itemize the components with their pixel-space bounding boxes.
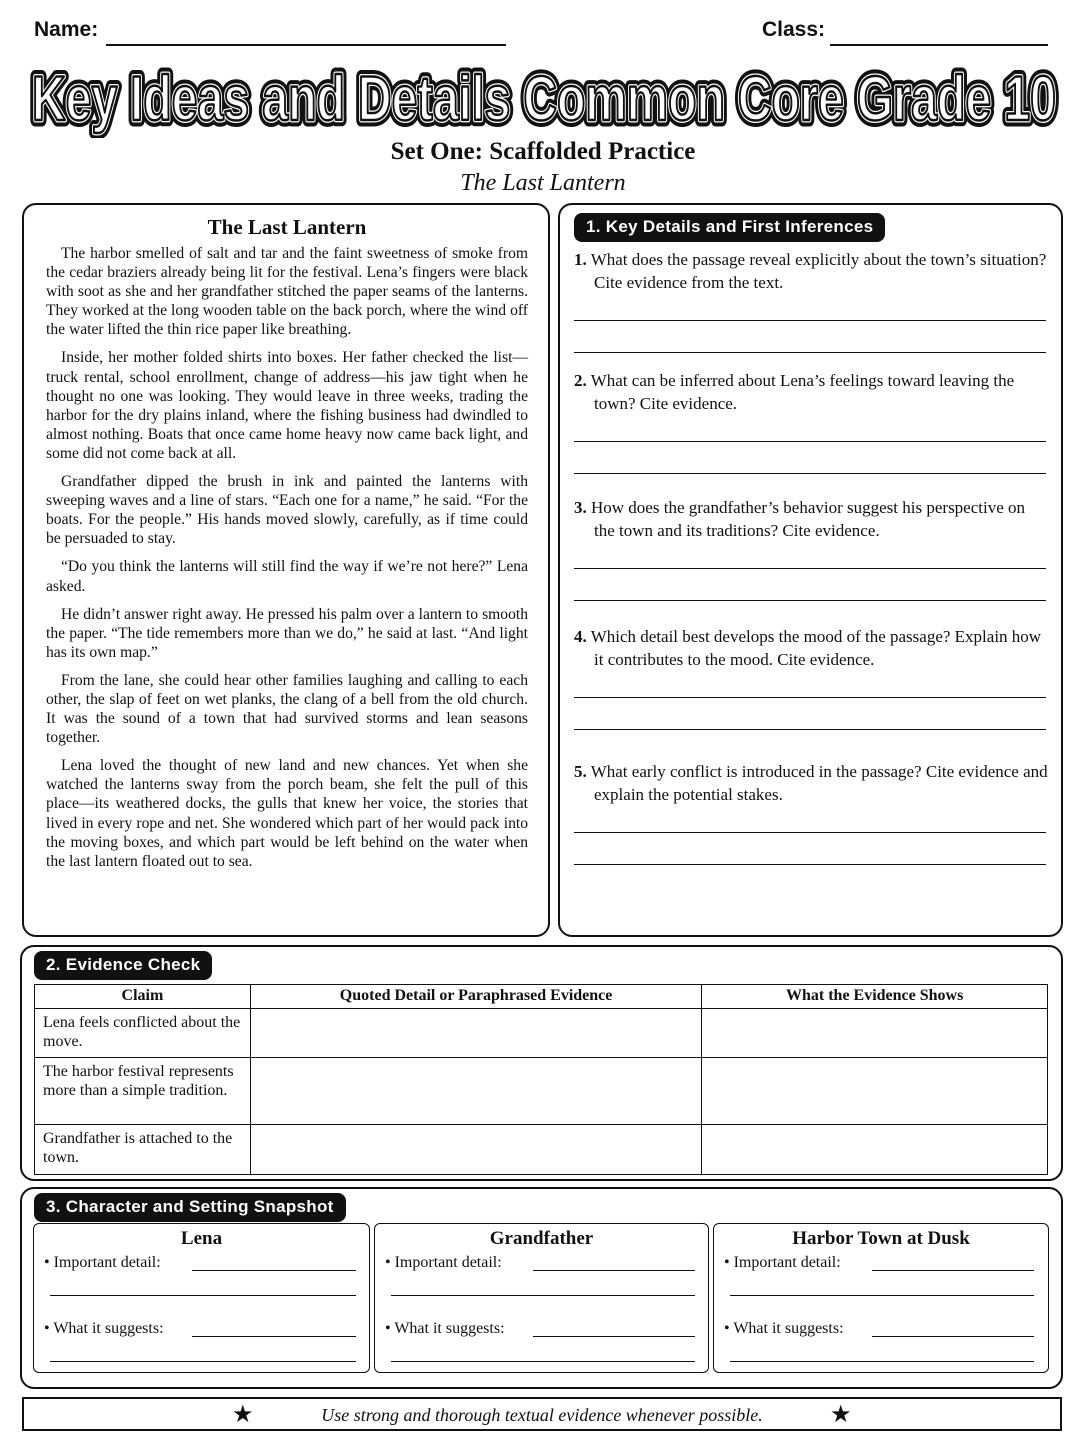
footer-note-box	[22, 1397, 1062, 1431]
star-icon: ★	[232, 1402, 254, 1428]
shows-input-cell[interactable]	[702, 1058, 1048, 1125]
passage-title: The Last Lantern	[207, 215, 367, 239]
claim-cell: Grandfather is attached to the town.	[35, 1125, 251, 1175]
answer-line[interactable]	[574, 441, 1046, 442]
name-class-row	[34, 14, 1050, 48]
detail-line[interactable]	[391, 1295, 695, 1296]
suggests-label: • What it suggests:	[385, 1320, 505, 1337]
passage-paragraph: Grandfather dipped the brush in ink and painted the lanterns with sweeping waves and a line of stars. “Each one for a name,” he said. “For the boats. For the people.” His hands moved slowly, carefully, as if time could be persuaded to stay.	[46, 473, 528, 548]
claim-cell: The harbor festival represents more than a simple tradition.	[35, 1058, 251, 1125]
evidence-input-cell[interactable]	[250, 1058, 702, 1125]
answer-line[interactable]	[574, 352, 1046, 353]
detail-line[interactable]	[50, 1295, 356, 1296]
question-number: 4.	[574, 627, 587, 646]
question-number: 1.	[574, 250, 587, 269]
question-1	[574, 249, 1049, 353]
detail-label: • Important detail:	[385, 1254, 502, 1271]
set-subtitle: The Last Lantern	[460, 170, 626, 196]
detail-line[interactable]	[872, 1270, 1034, 1271]
suggests-line[interactable]	[50, 1361, 356, 1362]
evidence-input-cell[interactable]	[250, 1009, 702, 1058]
table-header-row	[35, 985, 1048, 1009]
star-icon: ★	[830, 1402, 852, 1428]
passage-paragraph: He didn’t answer right away. He pressed his palm over a lantern to smooth the paper. “The tide remembers more than we do,” he said at last. “And light has its own map.”	[46, 605, 528, 661]
table-row	[35, 1058, 1048, 1125]
evidence-check-section	[20, 945, 1063, 1181]
answer-line[interactable]	[574, 320, 1046, 321]
name-label: Name:	[34, 18, 99, 41]
banner-title-face: Key Ideas and Details Common Core Grade 10	[32, 64, 1056, 134]
card-title: Grandfather	[489, 1228, 594, 1249]
claim-cell: Lena feels conflicted about the move.	[35, 1009, 251, 1058]
table-row	[35, 1125, 1048, 1175]
question-2	[574, 370, 1049, 474]
class-field[interactable]	[830, 44, 1048, 46]
suggests-label: • What it suggests:	[44, 1320, 164, 1337]
suggests-line[interactable]	[533, 1336, 695, 1337]
suggests-line[interactable]	[872, 1336, 1034, 1337]
passage-box	[22, 203, 550, 937]
question-text: What can be inferred about Lena’s feelings toward leaving the town? Cite evidence.	[590, 371, 1015, 413]
banner-title-inner-stroke: Key Ideas and Details Common Core Grade 10	[32, 64, 1056, 134]
answer-line[interactable]	[574, 473, 1046, 474]
answer-line[interactable]	[574, 600, 1046, 601]
question-text: How does the grandfather’s behavior suggest his perspective on the town and its traditions? Cite evidence.	[591, 498, 1026, 540]
detail-line[interactable]	[730, 1295, 1034, 1296]
question-text: Which detail best develops the mood of the passage? Explain how it contributes to the mood. Cite evidence.	[590, 627, 1042, 669]
detail-line[interactable]	[533, 1270, 695, 1271]
footer-note: Use strong and thorough textual evidence whenever possible.	[321, 1405, 763, 1425]
evidence-input-cell[interactable]	[250, 1125, 702, 1175]
snapshot-card-grandfather	[374, 1223, 709, 1373]
answer-line[interactable]	[574, 697, 1046, 698]
section-2-label: 2. Evidence Check	[34, 951, 212, 980]
column-header: Quoted Detail or Paraphrased Evidence	[250, 985, 702, 1009]
answer-line[interactable]	[574, 832, 1046, 833]
set-title: Set One: Scaffolded Practice	[390, 138, 696, 165]
suggests-label: • What it suggests:	[724, 1320, 844, 1337]
suggests-line[interactable]	[391, 1361, 695, 1362]
detail-line[interactable]	[192, 1270, 356, 1271]
suggests-line[interactable]	[730, 1361, 1034, 1362]
answer-line[interactable]	[574, 729, 1046, 730]
card-title: Lena	[180, 1228, 223, 1249]
answer-line[interactable]	[574, 864, 1046, 865]
passage-paragraph: Lena loved the thought of new land and new chances. Yet when she watched the lanterns sway from the porch beam, she felt the pull of this place—its weathered docks, the gulls that knew her voice, the stories that lived in every rope and net. She wondered which part of her would pack into the moving boxes, and which part would be left behind on the water when the last lantern floated out to sea.	[46, 757, 528, 870]
passage-paragraph: “Do you think the lanterns will still find the way if we’re not here?” Lena asked.	[46, 558, 528, 595]
shows-input-cell[interactable]	[702, 1009, 1048, 1058]
column-header: Claim	[35, 985, 251, 1009]
suggests-line[interactable]	[192, 1336, 356, 1337]
section-3-label: 3. Character and Setting Snapshot	[34, 1193, 346, 1222]
question-number: 2.	[574, 371, 587, 390]
question-4	[574, 626, 1049, 730]
passage-paragraph: From the lane, she could hear other families laughing and calling to each other, the slap of feet on wet planks, the clang of a bell from the old church. It was the sound of a town that had survived storms and lean seasons together.	[46, 671, 528, 747]
passage-paragraph: Inside, her mother folded shirts into boxes. Her father checked the list—truck rental, school enrollment, change of address—his jaw tight when he thought no one was looking. They would leave in three weeks, trading the harbor for the dry plains inland, where the fishing business had dwindled to almost nothing. Boats that once came home heavy now came back light, and some did not come back at all.	[46, 349, 528, 462]
snapshot-card-lena	[33, 1223, 370, 1373]
detail-label: • Important detail:	[724, 1254, 841, 1271]
question-5	[574, 761, 1049, 865]
section-1-label: 1. Key Details and First Inferences	[574, 213, 885, 242]
class-label: Class:	[762, 18, 826, 41]
snapshot-card-harbor-town	[713, 1223, 1049, 1373]
snapshot-section	[20, 1187, 1063, 1389]
question-text: What does the passage reveal explicitly about the town’s situation? Cite evidence from the text.	[590, 250, 1047, 292]
question-3	[574, 497, 1049, 601]
shows-input-cell[interactable]	[702, 1125, 1048, 1175]
title-banner	[24, 56, 1064, 138]
evidence-table	[34, 984, 1048, 1175]
name-field[interactable]	[106, 44, 506, 46]
detail-label: • Important detail:	[44, 1254, 161, 1271]
key-details-section	[558, 203, 1063, 937]
column-header: What the Evidence Shows	[702, 985, 1048, 1009]
table-row	[35, 1009, 1048, 1058]
passage-paragraph: The harbor smelled of salt and tar and the faint sweetness of smoke from the cedar braziers already being lit for the festival. Lena’s fingers were black with soot as she and her grandfather stitched the paper seams of the lanterns. They worked at the long wooden table on the back porch, where the wind off the water lifted the thin rice paper like breathing.	[46, 245, 528, 339]
card-title: Harbor Town at Dusk	[792, 1228, 970, 1249]
passage-text	[46, 244, 528, 871]
question-text: What early conflict is introduced in the passage? Cite evidence and explain the potential stakes.	[590, 762, 1048, 804]
answer-line[interactable]	[574, 568, 1046, 569]
question-number: 3.	[574, 498, 587, 517]
banner-title: Key Ideas and Details Common Core Grade 10	[32, 64, 1056, 134]
question-number: 5.	[574, 762, 587, 781]
